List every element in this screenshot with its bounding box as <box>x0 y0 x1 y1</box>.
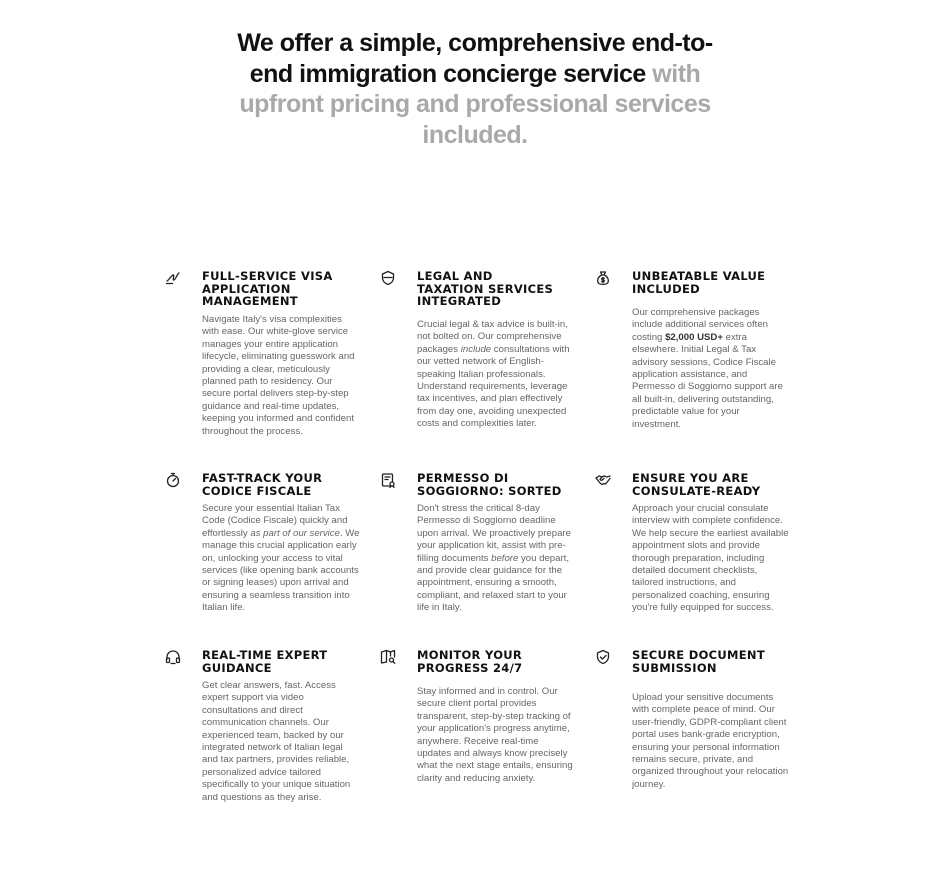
headline-line-1: We offer a simple, comprehensive end-to- <box>237 29 713 57</box>
feature-description: Our comprehensive packages include additional services often costing $2,000 USD+ extra elsewhere. Initial Legal & Tax advisory sessions, Codice Fiscale application assistance, and Permesso di Soggiorno support are all built-in, delivering outstanding, predictable value for your investment. <box>632 307 783 430</box>
feature-title: PERMESSO DI SOGGIORNO: SORTED <box>417 471 562 498</box>
headset-icon <box>165 649 181 665</box>
headline-line-4: included. <box>422 120 528 149</box>
id-document-icon <box>380 472 396 488</box>
headline-line-3: upfront pricing and professional services <box>239 90 711 118</box>
stopwatch-icon <box>165 472 181 488</box>
feature-description: Don't stress the critical 8-day Permesso di Soggiorno deadline upon arrival. We proactively prepare your application kit, assist with pre-filling documents before you depart, and provide clear guidance for the appointment, ensuring a smooth, compliant, and relaxed start to your life in Italy. <box>417 503 571 614</box>
feature-title: FAST-TRACK YOUR CODICE FISCALE <box>202 471 323 498</box>
headline-muted-text: with <box>652 59 701 88</box>
feature-title: MONITOR YOUR PROGRESS 24/7 <box>417 648 523 675</box>
feature-description: Upload your sensitive documents with complete peace of mind. Our user-friendly, GDPR-compliant client portal uses bank-grade encryption, ensuring your personal information remains secure, private, and organized throughout your relocation journey. <box>632 692 789 790</box>
headline-line-2 <box>0 59 930 90</box>
feature-title: ENSURE YOU ARE CONSULATE-READY <box>632 471 761 498</box>
feature-title: LEGAL AND TAXATION SERVICES INTEGRATED <box>417 269 554 308</box>
feature-description: Secure your essential Italian Tax Code (Codice Fiscale) quickly and effortlessly as part of our service. We manage this crucial application early on, unlocking your access to vital services (like opening bank accounts or signing leases) upon arrival and ensuring a seamless transition into Italian life. <box>202 503 360 614</box>
feature-title: UNBEATABLE VALUE INCLUDED <box>632 269 766 296</box>
feature-description: Approach your crucial consulate interview with complete confidence. We help secure the earliest available appointment slots and provide thorough preparation, including detailed document checklists, tailored instructions, and personalized coaching, ensuring you're fully equipped for success. <box>632 503 789 614</box>
shield-check-icon <box>595 649 611 665</box>
feature-title: REAL-TIME EXPERT GUIDANCE <box>202 648 328 675</box>
feature-description: Navigate Italy's visa complexities with ease. Our white-glove service manages your entire application lifecycle, eliminating guesswork and providing a clear, meticulously planned path to residency. Our secure portal delivers step-by-step guidance and real-time updates, keeping you informed and confident throughout the process. <box>202 314 355 437</box>
map-search-icon <box>380 649 396 665</box>
feature-title: FULL-SERVICE VISA APPLICATION MANAGEMENT <box>202 269 333 308</box>
feature-description: Stay informed and in control. Our secure client portal provides transparent, step-by-step tracking of your application's progress anytime, anywhere. Receive real-time updates and always know precisely what the next stage entails, ensuring clarity and reducing anxiety. <box>417 686 573 784</box>
feature-description: Get clear answers, fast. Access expert support via video consultations and direct communication channels. Our experienced team, backed by our integrated network of Italian legal and tax partners, provides reliable, personalized advice tailored specifically to your unique situation and questions as they arise. <box>202 680 351 803</box>
section-headline <box>0 28 930 150</box>
feature-description: Crucial legal & tax advice is built-in, not bolted on. Our comprehensive packages include consultations with our vetted network of English-speaking Italian professionals. Understand requirements, leverage tax incentives, and plan effectively from day one, avoiding unexpected costs and complexities later. <box>417 319 570 430</box>
handshake-icon <box>595 472 611 488</box>
feature-title: SECURE DOCUMENT SUBMISSION <box>632 648 765 675</box>
money-bag-icon <box>595 270 611 286</box>
shield-badge-icon <box>380 270 396 286</box>
headline-dark-text: end immigration concierge service <box>249 59 646 88</box>
signature-icon <box>165 270 181 286</box>
